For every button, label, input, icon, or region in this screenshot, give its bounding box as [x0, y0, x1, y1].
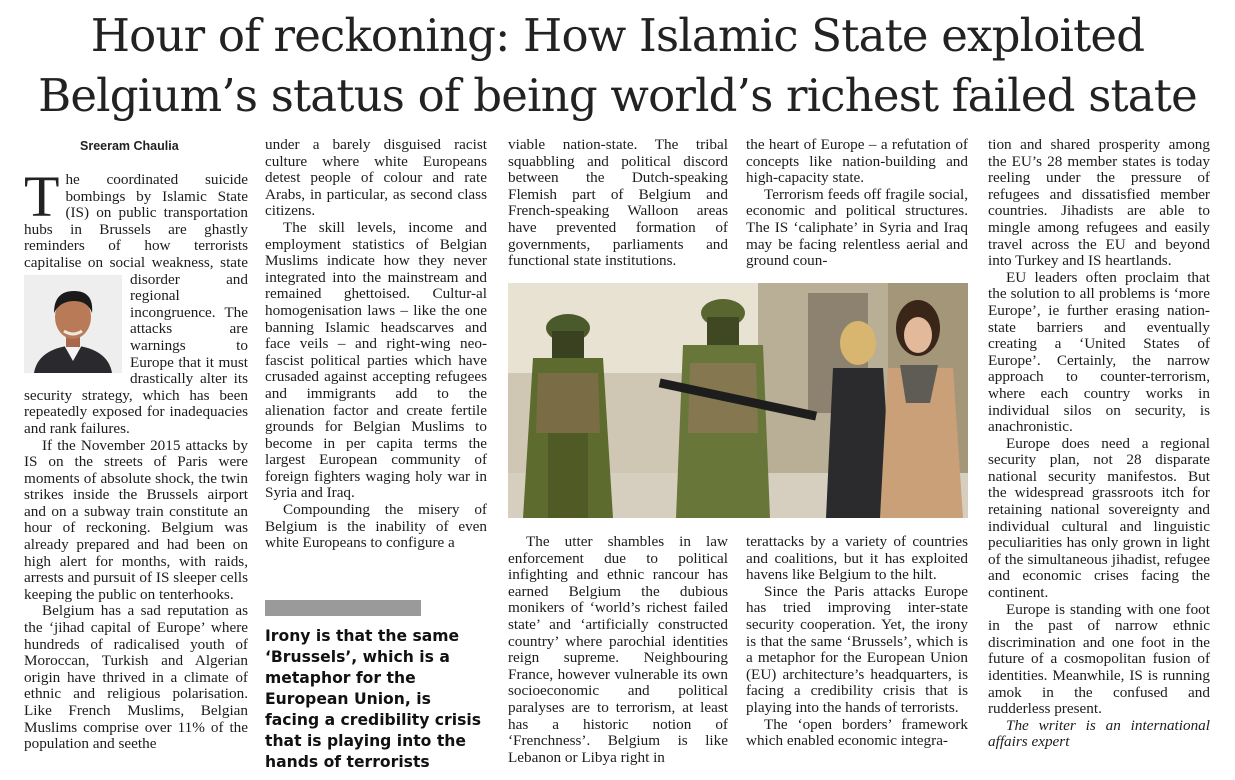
dropcap: T	[24, 164, 60, 229]
headline-line-1: Hour of reckoning: How Islamic State exploited	[90, 9, 1145, 62]
author-portrait-image	[24, 275, 122, 373]
paragraph: viable nation-state. The tribal squabbling and political discord between the Dutch-speaking Flemish part of Belgium and French-speaking Walloon areas have prevented formation of governments, parliaments and functional state institutions.	[508, 136, 728, 270]
paragraph: Europe is standing with one foot in the past of narrow ethnic discrimination and one foot in the future of a cosmopolitan fusion of identities. Meanwhile, IS is running amok in the confused and rudderless present.	[988, 600, 1210, 718]
paragraph	[24, 164, 248, 438]
headline	[0, 6, 1235, 126]
paragraph-text: disorder and regional incongruence. The attacks are warnings to Europe that it must drastically alter its security strategy, which has been repeatedly exposed for inadequacies and rank failures.	[24, 270, 248, 437]
news-photo	[508, 283, 968, 518]
soldiers-street-photo	[508, 283, 968, 518]
paragraph: Terrorism feeds off fragile social, economic and political structures. The IS ‘caliphate’ in Syria and Iraq may be facing relentless aerial and ground coun-	[746, 185, 968, 270]
paragraph: EU leaders often proclaim that the solution to all problems is ‘more Europe’, ie further erasing nation-state barriers and eventually creating a ‘United States of Europe’. Certainly, the narrow approach to counter-terrorism, where each country works in individual silos on security, is anachronistic.	[988, 268, 1210, 436]
paragraph: Europe does need a regional security plan, not 28 disparate national security manifestos. But the widespread grassroots itch for retaining national sovereignty and individual cultural and linguistic peculiarities has only grown in light of the simultaneous jihadist, refugee and economic crises facing the continent.	[988, 434, 1210, 602]
column-2	[265, 137, 487, 552]
column-5	[988, 137, 1210, 751]
author-note: The writer is an international affairs expert	[988, 716, 1210, 751]
paragraph: Since the Paris attacks Europe has tried improving inter-state security cooperation. Yet, the irony is that the same ‘Brussels’, which is a metaphor for the European Union (EU) architecture’s headquarters, is facing a credibility crisis that is playing into the hands of terrorists.	[746, 582, 968, 716]
paragraph: terattacks by a variety of countries and coalitions, but it has exploited havens like Belgium to the hilt.	[746, 533, 968, 584]
paragraph: The ‘open borders’ framework which enabled economic integra-	[746, 715, 968, 750]
paragraph: the heart of Europe – a refutation of concepts like nation-building and high-capacity state.	[746, 136, 968, 187]
paragraph: If the November 2015 attacks by IS on the streets of Paris were moments of absolute shock, the twin strikes inside the Brussels airport and on a subway train constitute an hour of reckoning. Belgium was already prepared and had been on high alert for months, with raids, arrests and pursuit of IS sleeper cells keeping the public on tenterhooks.	[24, 436, 248, 603]
column-4-top	[746, 137, 968, 270]
paragraph-text: he coordinated suicide bombings by Islamic State (IS) on public transportation hubs in Brussels are ghastly reminders of how terrorists capitalise on social weakness, state	[24, 171, 248, 271]
paragraph: tion and shared prosperity among the EU’s 28 member states is today reeling under the pressure of refugees and dissatisfied member countries. Jihadists are able to mingle among refugees and easily travel across the EU and beyond into Turkey and IS heartlands.	[988, 136, 1210, 270]
column-1	[24, 164, 248, 753]
column-3-bottom	[508, 534, 728, 766]
byline: Sreeram Chaulia	[80, 139, 179, 153]
paragraph: under a barely disguised racist culture where white Europeans detest people of colour and rate Arabs, in particular, as second class citizens.	[265, 136, 487, 220]
headline-line-2: Belgium’s status of being world’s richest failed state	[38, 69, 1197, 122]
column-3-top	[508, 137, 728, 270]
author-portrait	[24, 275, 122, 373]
pullquote: Irony is that the same ‘Brussels’, which is a metaphor for the European Union, is facing a credibility crisis that is playing into the hands of terrorists	[265, 627, 481, 771]
pullquote-bar	[265, 600, 421, 616]
paragraph: Compounding the misery of Belgium is the inability of even white Europeans to configure a	[265, 501, 487, 552]
paragraph: The utter shambles in law enforcement due to political infighting and ethnic rancour has earned Belgium the dubious monikers of ‘world’s richest failed state’ and ‘artificially constructed country’ where parochial identities reign supreme. Neighbouring France, however vulnerable its own socioeconomic and political paralyses are to terrorism, at least has a historic notion of ‘Frenchness’. Belgium is like Lebanon or Libya right in	[508, 533, 728, 766]
column-4-bottom	[746, 534, 968, 750]
paragraph: Belgium has a sad reputation as the ‘jihad capital of Europe’ where hundreds of radicalised youth of Moroccan, Turkish and Algerian origin have thrived in a climate of ethnic and religious polarisation. Like French Muslims, Belgian Muslims comprise over 11% of the population and seethe	[24, 602, 248, 753]
paragraph: The skill levels, income and employment statistics of Belgian Muslims indicate how they never integrated into the mainstream and remained ghettoised. Cultur-al homogenisation laws – like the one banning Islamic headscarves and face veils – and right-wing neo-fascist political parties which have crusaded against accepting refugees and immigrants add to the alienation factor and create fertile grounds for Belgian Muslims to become in per capita terms the largest European community of foreign fighters waging holy war in Syria and Iraq.	[265, 218, 487, 502]
